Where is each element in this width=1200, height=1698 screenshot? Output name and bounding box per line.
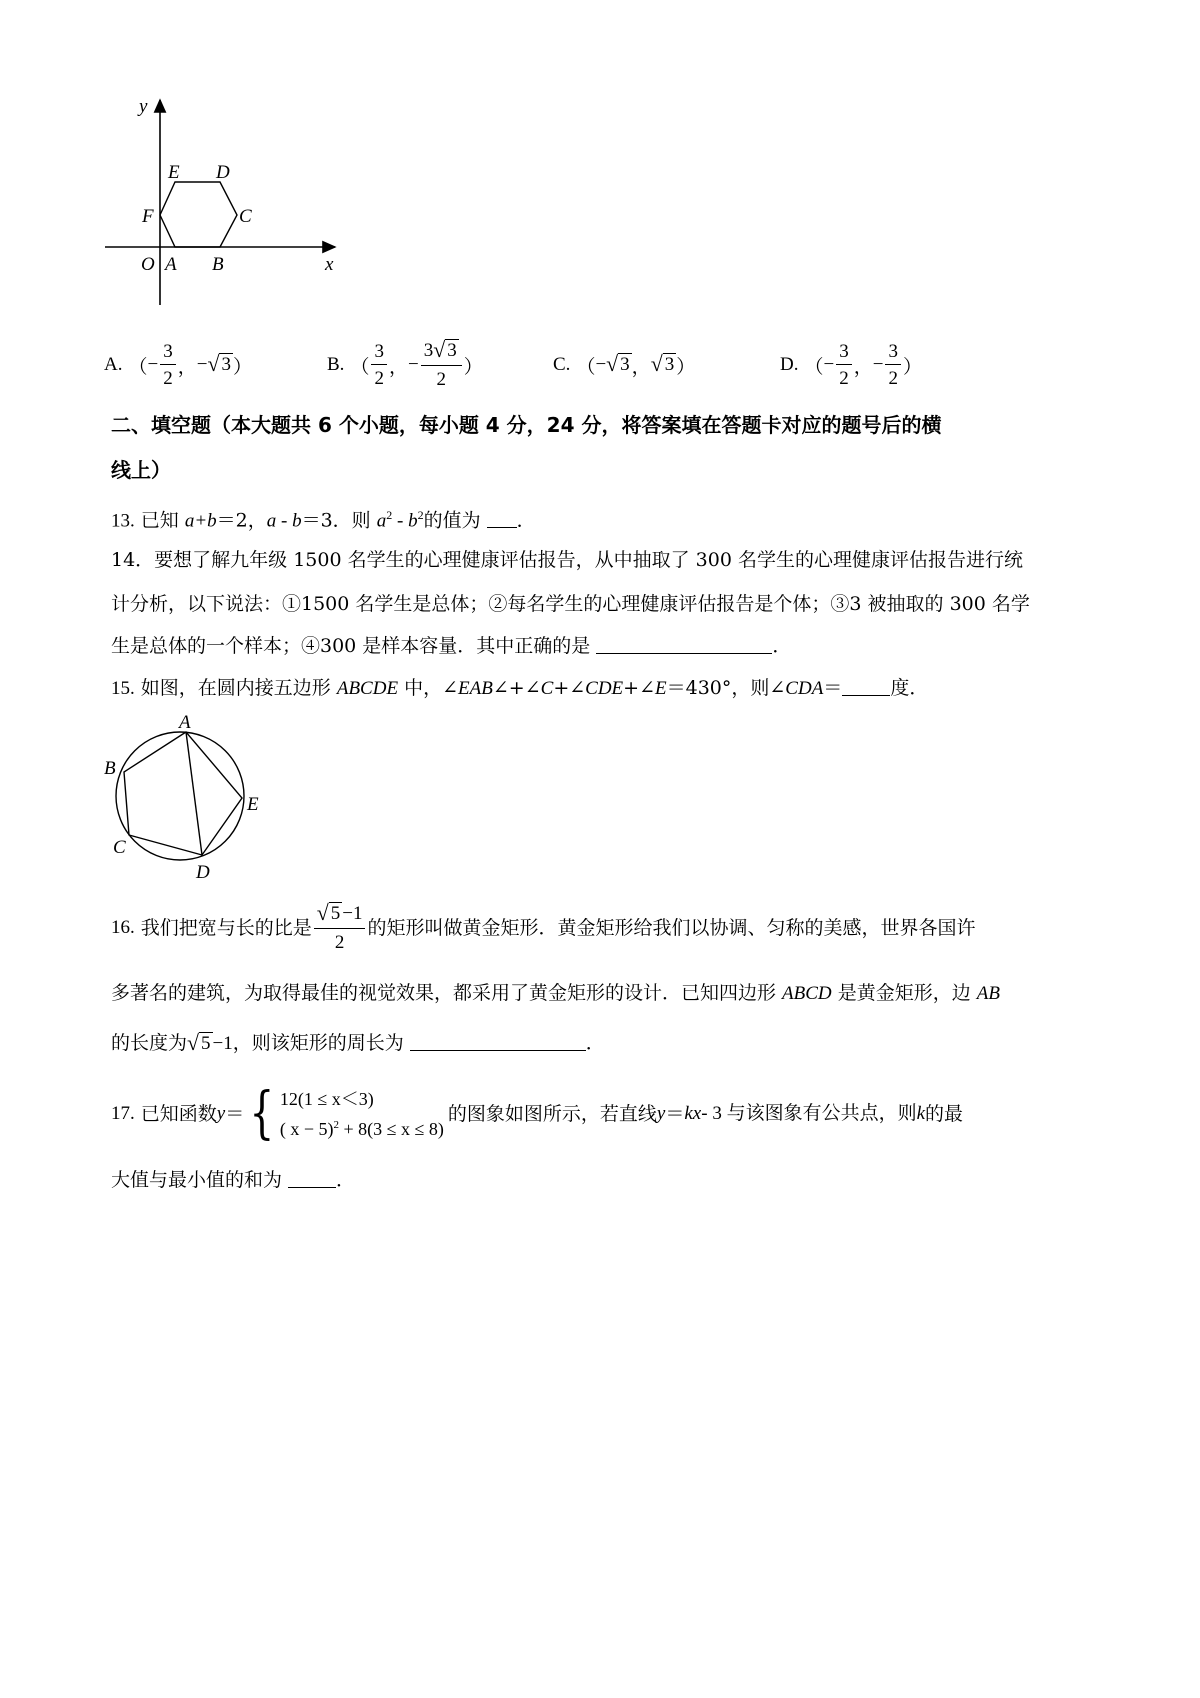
q16-golden-ratio-fraction [314, 901, 366, 953]
q17-var-y: y [216, 1103, 226, 1124]
pentagon-vertex-c: C [113, 837, 126, 858]
q16-line2-a: 多著名的建筑，为取得最佳的视觉效果，都采用了黄金矩形的设计．已知四边形 [111, 982, 783, 1004]
q16-numerator-radicand: 5 [330, 903, 341, 925]
choice-d-y-numerator: 3 [885, 342, 901, 365]
q16-text2: 的矩形叫做黄金矩形．黄金矩形给我们以协调、匀称的美感，世界各国许 [367, 917, 976, 939]
vertex-label-e: E [168, 162, 180, 183]
q15-text2: 中，∠ [398, 677, 459, 699]
choice-a-x-denominator: 2 [163, 368, 173, 389]
choice-b-y-sign: − [407, 354, 419, 375]
choice-a-x-fraction [160, 342, 176, 388]
q13-text5: 的值为 [423, 509, 487, 532]
hexagon-coordinate-figure [95, 90, 375, 320]
q16-golden-ratio-numerator [314, 901, 366, 929]
choice-b-open: （ [350, 355, 370, 378]
choice-a[interactable] [104, 340, 252, 390]
q13-exp-b: 2 [417, 508, 424, 522]
question-15 [111, 676, 928, 701]
q15-angle-c: C [540, 678, 554, 699]
q17-equals: ＝ [225, 1103, 245, 1125]
q15-angle-cda: CDA [785, 678, 824, 699]
q16-end: ． [585, 1032, 605, 1054]
choice-a-y-radicand: 3 [221, 353, 231, 375]
q14-answer-blank[interactable] [596, 634, 772, 654]
choice-d-x-numerator: 3 [836, 342, 852, 365]
choice-b-y-numerator [421, 338, 462, 366]
q15-text4: +∠ [553, 677, 586, 699]
choice-c-label: C. [553, 354, 571, 375]
choice-b-separator: ， [388, 355, 408, 378]
q16-line3-b: ，则该矩形的周长为 [232, 1032, 410, 1054]
q13-text2: ＝2， [216, 509, 267, 532]
choice-a-close: ） [232, 355, 252, 378]
q16-answer-blank[interactable] [410, 1031, 586, 1051]
pentagon-vertex-e: E [247, 794, 259, 815]
q13-answer-blank[interactable] [487, 508, 517, 528]
q17-piecewise [244, 1081, 444, 1146]
origin-label: O [141, 254, 155, 275]
diagonal-ad [186, 732, 202, 855]
choice-d-x-sign: − [823, 354, 835, 375]
vertex-label-a: A [165, 254, 177, 275]
inscribed-pentagon-figure [100, 712, 280, 887]
question-16-line2 [111, 981, 1000, 1006]
hexagon-abcdef [160, 182, 237, 247]
q15-text3: ∠+∠ [492, 677, 541, 699]
choice-a-x-numerator: 3 [160, 342, 176, 365]
choice-d-y-fraction [885, 342, 901, 388]
choice-c-y-sqrt: √ 3 [650, 351, 675, 376]
question-16-line1 [111, 900, 976, 956]
y-axis-label: y [139, 96, 148, 117]
q15-pentagon-name: ABCDE [336, 678, 399, 699]
piecewise-brace-icon: { [249, 1081, 275, 1146]
q13-text3: ＝3．则 [301, 509, 377, 532]
q17-text4: - 3 与该图象有公共点，则 [701, 1103, 917, 1124]
choice-c[interactable] [553, 340, 695, 390]
choice-a-y-sqrt: √ 3 [207, 351, 231, 376]
question-14-line3 [111, 634, 791, 658]
choice-c-x-sqrt: √ 3 [606, 351, 630, 376]
choice-b-y-denominator: 2 [436, 368, 446, 390]
q17-text2: 的图象如图所示，若直线 [447, 1103, 657, 1125]
q15-number: 15. [111, 678, 135, 699]
q16-length-minus-one: −1 [212, 1033, 233, 1054]
choice-d-x-denominator: 2 [839, 368, 849, 389]
choice-b-x-fraction [371, 342, 387, 388]
choice-b-y-sqrt: √ 3 [433, 338, 457, 363]
q17-kx: kx [684, 1103, 702, 1124]
q13-end: ． [516, 509, 536, 532]
q17-text1: 已知函数 [140, 1103, 217, 1125]
question-16-line3 [111, 1031, 605, 1056]
question-17-line1 [111, 1082, 963, 1146]
q16-length-sqrt: √ 5 [187, 1031, 211, 1055]
q16-number: 16. [111, 917, 135, 938]
q16-text1: 我们把宽与长的比是 [140, 917, 312, 939]
q17-line2: 大值与最小值的和为 [111, 1169, 289, 1191]
choice-b[interactable] [327, 340, 483, 390]
choice-b-y-coefficient: 3 [423, 340, 434, 362]
choice-d-separator: ， [853, 355, 873, 378]
q13-number: 13. [111, 510, 135, 532]
vertex-label-d: D [216, 162, 230, 183]
choice-c-close: ） [676, 355, 696, 378]
choice-a-open: （ [128, 355, 148, 378]
q13-var-b: b [408, 510, 418, 532]
q17-answer-blank[interactable] [288, 1168, 336, 1188]
q13-exp-a: 2 [386, 508, 393, 522]
vertex-label-b: B [212, 254, 224, 275]
question-17-line2 [111, 1168, 355, 1192]
choice-d-open: （ [804, 355, 824, 378]
question-13 [111, 503, 536, 533]
choice-d-y-sign: − [872, 354, 884, 375]
choice-c-x-sign: − [595, 354, 607, 375]
choice-c-y-radicand: 3 [664, 353, 675, 375]
choice-b-x-numerator: 3 [371, 342, 387, 365]
pentagon-vertex-d: D [196, 862, 210, 883]
choice-d-close: ） [902, 355, 922, 378]
q17-var-k: k [916, 1103, 926, 1124]
section-2-title-line1: 二、填空题（本大题共 6 个小题，每小题 4 分，24 分，将答案填在答题卡对应的题号后的横 [111, 413, 942, 437]
choice-d-x-fraction [836, 342, 852, 388]
q16-line2-b: 是黄金矩形，边 [831, 982, 977, 1004]
choice-b-y-radicand: 3 [447, 340, 457, 362]
q17-line-y: y [656, 1103, 666, 1124]
q15-text5: +∠ [623, 677, 655, 699]
choice-c-x-radicand: 3 [620, 353, 630, 375]
q13-text4: - [392, 510, 409, 532]
q16-quad-abcd: ABCD [782, 983, 832, 1004]
choice-a-y-sign: − [196, 354, 208, 375]
q13-a-minus-b: a - b [266, 510, 302, 532]
q17-case2-rest: + 8(3 ≤ x ≤ 8) [339, 1119, 444, 1139]
q14-text3: 生是总体的一个样本；④300 是样本容量．其中正确的是 [111, 635, 597, 657]
q14-end: ． [772, 635, 792, 657]
q13-text1: 已知 [140, 509, 185, 532]
q17-case1: 12(1 ≤ x＜3) [279, 1089, 374, 1109]
circumscribed-circle [116, 732, 244, 860]
choice-d-label: D. [780, 354, 799, 375]
q17-text3: ＝ [665, 1103, 685, 1125]
choice-a-x-sign: − [147, 354, 159, 375]
choice-b-label: B. [327, 354, 345, 375]
q15-text8: 度． [890, 677, 929, 699]
q15-text1: 如图，在圆内接五边形 [140, 677, 337, 699]
question-14-line1: 14．要想了解九年级 1500 名学生的心理健康评估报告，从中抽取了 300 名学生的心理健康评估报告进行统 [111, 549, 1023, 571]
q17-case2 [280, 1112, 444, 1142]
q16-numerator-sqrt: √ 5 [316, 901, 341, 926]
vertex-label-f: F [142, 206, 154, 227]
q17-end: ． [336, 1169, 356, 1191]
section-2-title-line2: 线上） [111, 458, 171, 482]
q17-number: 17. [111, 1103, 135, 1124]
q15-angle-e: E [655, 678, 667, 699]
q15-angle-cde: CDE [585, 678, 624, 699]
q16-line3-a: 的长度为 [111, 1032, 188, 1054]
choice-d[interactable] [780, 340, 922, 390]
pentagon-vertex-b: B [104, 758, 116, 779]
vertex-label-c: C [239, 206, 252, 227]
pentagon-vertex-a: A [179, 712, 191, 733]
question-14-line2: 计分析，以下说法：①1500 名学生是总体；②每名学生的心理健康评估报告是个体；③3 被抽取的 300 名学 [111, 593, 1030, 615]
x-axis-label: x [325, 254, 334, 275]
q15-text7: ＝ [823, 677, 843, 699]
choice-c-separator: ， [631, 355, 651, 378]
q13-a-plus-b: a+b [184, 510, 217, 532]
q16-golden-ratio-denominator: 2 [334, 931, 345, 953]
q16-length-radicand: 5 [201, 1033, 211, 1054]
q17-text5: 的最 [925, 1103, 964, 1125]
choice-a-label: A. [104, 354, 123, 375]
choice-b-y-fraction [421, 338, 462, 390]
choice-a-separator: ， [177, 355, 197, 378]
choice-c-open: （ [576, 355, 596, 378]
q13-var-a: a [376, 510, 387, 532]
choice-d-y-denominator: 2 [888, 368, 898, 389]
q16-numerator-minus-one: −1 [342, 903, 363, 925]
q15-answer-blank[interactable] [842, 676, 890, 696]
choice-b-x-denominator: 2 [374, 368, 384, 389]
q16-side-ab: AB [976, 983, 1000, 1004]
q15-angle-eab: EAB [458, 678, 493, 699]
q17-case2-base: ( x − 5) [279, 1119, 334, 1139]
q15-text6: ＝430°，则∠ [666, 677, 786, 699]
choice-b-close: ） [463, 355, 483, 378]
q17-case2-exponent: 2 [333, 1119, 339, 1131]
